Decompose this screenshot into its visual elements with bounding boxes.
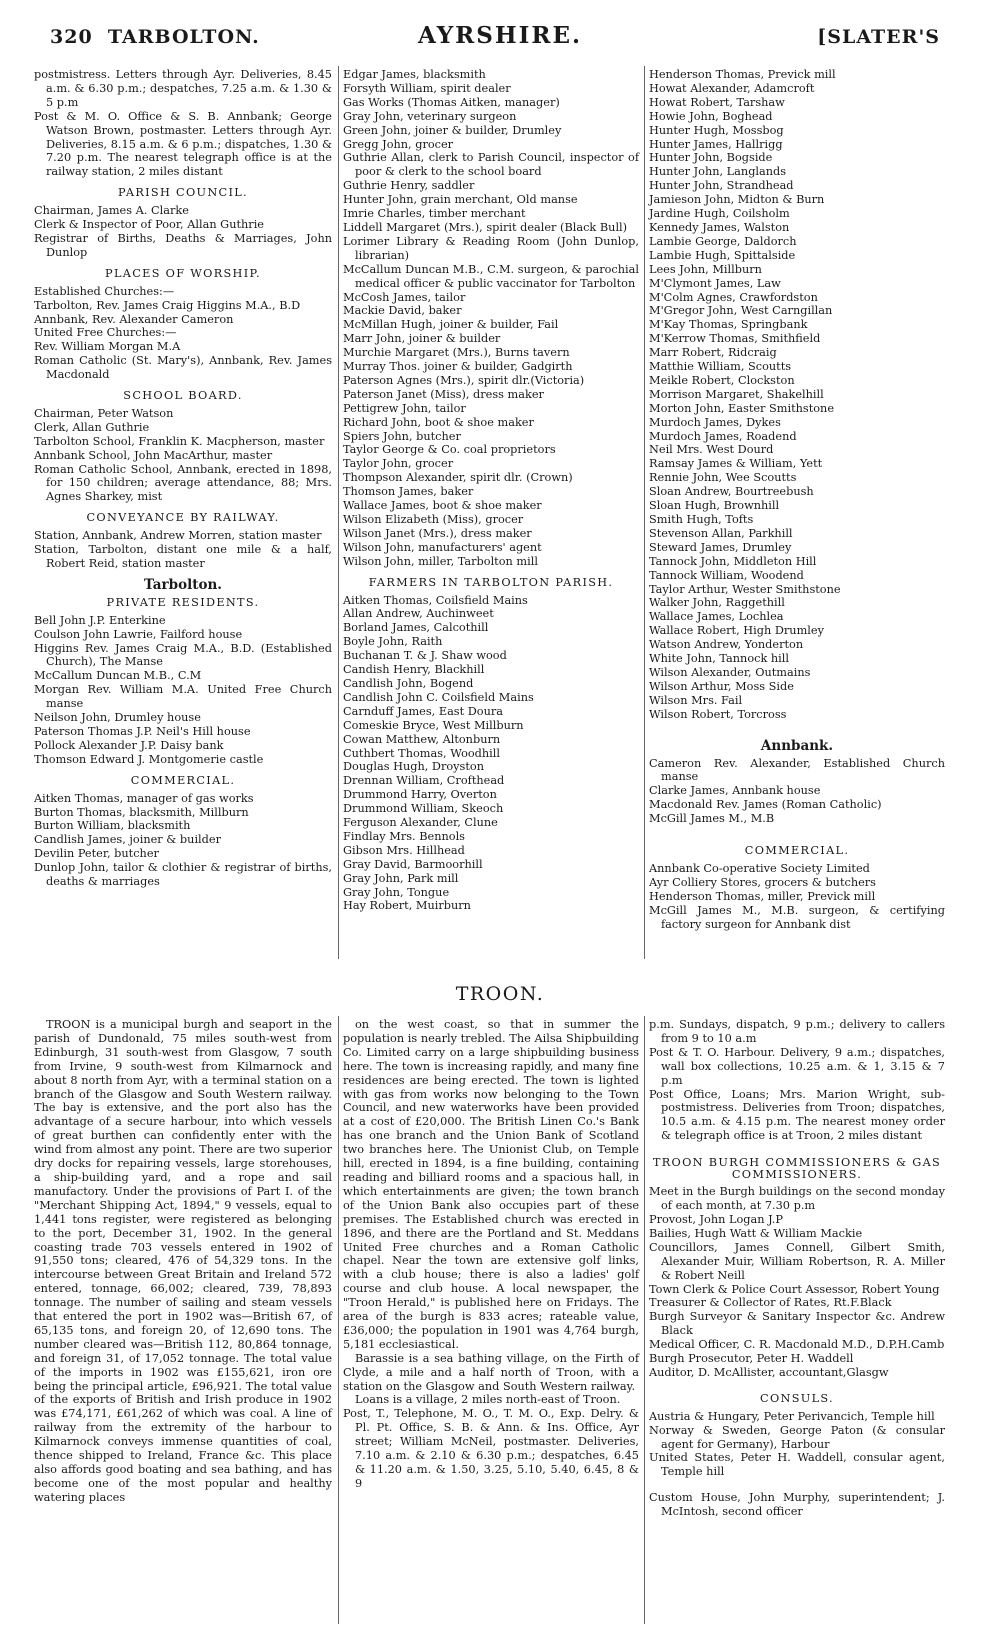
directory-entry: Mackie David, baker <box>343 304 462 318</box>
directory-entry: Gray John, veterinary surgeon <box>343 109 517 123</box>
directory-entry: Buchanan T. & J. Shaw wood <box>343 649 507 663</box>
directory-entry: Jardine Hugh, Coilsholm <box>649 207 790 221</box>
directory-entry: Drummond Harry, Overton <box>343 788 497 802</box>
directory-entry: Treasurer & Collector of Rates, Rt.F.Black <box>649 1296 892 1310</box>
directory-entry: Chairman, Peter Watson <box>34 406 174 420</box>
tarbolton-column-1 <box>34 68 332 889</box>
directory-entry: Candish Henry, Blackhill <box>343 663 485 677</box>
directory-entry: Cuthbert Thomas, Woodhill <box>343 746 501 760</box>
directory-entry: M'Colm Agnes, Crawfordston <box>649 290 818 304</box>
directory-entry: Wilson Elizabeth (Miss), grocer <box>343 513 524 526</box>
directory-entry: Guthrie Henry, saddler <box>343 179 475 193</box>
directory-entry: Taylor Arthur, Wester Smithstone <box>649 582 841 596</box>
directory-entry: Hunter John, grain merchant, Old manse <box>343 193 578 207</box>
directory-entry: Wilson Mrs. Fail <box>649 693 743 707</box>
directory-entry: Wallace James, Lochlea <box>649 610 784 624</box>
column-rule <box>338 1016 339 1624</box>
directory-entry: McCallum Duncan M.B., C.M <box>34 669 202 683</box>
directory-entry: Murchie Margaret (Mrs.), Burns tavern <box>343 346 570 360</box>
directory-entry: Candlish John, Bogend <box>343 676 474 690</box>
directory-entry: Wilson Janet (Mrs.), dress maker <box>343 526 532 540</box>
directory-entry: Morgan Rev. William M.A. United Free Church manse <box>34 683 332 711</box>
commercial-list-continued <box>343 68 639 569</box>
directory-entry: M'Gregor John, West Carngillan <box>649 304 833 318</box>
directory-entry: Kennedy James, Walston <box>649 220 790 234</box>
burgh-commissioners-list <box>649 1185 945 1380</box>
troon-paragraph: Loans is a village, 2 miles north-east of Troon. <box>355 1393 621 1407</box>
directory-entry: McCosh James, tailor <box>343 290 466 304</box>
directory-entry: M'Kerrow Thomas, Smithfield <box>649 332 821 346</box>
column-rule <box>338 66 339 959</box>
directory-entry: Clarke James, Annbank house <box>649 784 821 798</box>
private-residents-list <box>34 614 332 767</box>
directory-entry: White John, Tannock hill <box>649 652 790 666</box>
directory-entry: Spiers John, butcher <box>343 429 461 443</box>
directory-entry: Bailies, Hugh Watt & William Mackie <box>649 1226 863 1240</box>
directory-entry: Gregg John, grocer <box>343 137 454 151</box>
directory-entry: Annbank Co-operative Society Limited <box>649 861 870 875</box>
directory-entry: Taylor George & Co. coal proprietors <box>343 443 556 457</box>
directory-entry: Burton William, blacksmith <box>34 819 191 833</box>
troon-post-list <box>649 1018 945 1143</box>
column-rule <box>644 1016 645 1624</box>
directory-entry: Edgar James, blacksmith <box>343 68 486 81</box>
school-board-heading: SCHOOL BOARD. <box>123 389 243 403</box>
directory-entry: Medical Officer, C. R. Macdonald M.D., D.P.H.Camb <box>649 1338 945 1352</box>
directory-entry: Drummond William, Skeoch <box>343 802 504 816</box>
directory-entry: Dunlop John, tailor & clothier & registrar of births, deaths & marriages <box>34 861 332 889</box>
directory-entry: Imrie Charles, timber merchant <box>343 207 526 221</box>
directory-entry: Carnduff James, East Doura <box>343 704 503 718</box>
directory-entry: Provost, John Logan J.P <box>649 1212 783 1226</box>
directory-entry: United States, Peter H. Waddell, consular agent, Temple hill <box>649 1451 945 1479</box>
annbank-commercial-heading: COMMERCIAL. <box>744 844 850 858</box>
directory-entry: Richard John, boot & shoe maker <box>343 415 534 429</box>
directory-entry: Henderson Thomas, miller, Previck mill <box>649 889 876 903</box>
farmers-heading: FARMERS IN TARBOLTON PARISH. <box>368 575 614 589</box>
directory-entry: Burton Thomas, blacksmith, Millburn <box>34 805 249 819</box>
directory-entry: Lees John, Millburn <box>649 262 762 276</box>
places-of-worship-heading: PLACES OF WORSHIP. <box>105 266 261 280</box>
directory-entry: Smith Hugh, Tofts <box>649 513 754 526</box>
directory-entry: Aitken Thomas, manager of gas works <box>34 791 254 805</box>
directory-entry: Post & M. O. Office & S. B. Annbank; George Watson Brown, postmaster. Letters through Ayr. Deliveries, 8.15 a.m. & 6 p.m.; dispatches, 1.30 & 7.20 p.m. The nearest telegraph office is at the railway station, 2 miles distant <box>34 109 332 179</box>
directory-entry: Clerk, Allan Guthrie <box>34 420 150 434</box>
directory-entry: p.m. Sundays, dispatch, 9 p.m.; delivery to callers from 9 to 10 a.m <box>649 1018 945 1045</box>
troon-column-1 <box>34 1018 332 1505</box>
commercial-heading: COMMERCIAL. <box>130 773 236 787</box>
directory-entry: Annbank School, John MacArthur, master <box>34 448 273 462</box>
directory-entry: Ferguson Alexander, Clune <box>343 816 498 830</box>
directory-entry: Annbank, Rev. Alexander Cameron <box>34 312 234 326</box>
directory-entry: Roman Catholic School, Annbank, erected in 1898, for 150 children; average attendance, 88; Mrs. Agnes Sharkey, mist <box>34 462 332 504</box>
conveyance-heading: CONVEYANCE BY RAILWAY. <box>86 511 280 525</box>
directory-entry: Taylor John, grocer <box>343 457 454 471</box>
directory-entry: Lambie Hugh, Spittalside <box>649 248 796 262</box>
directory-entry: Town Clerk & Police Court Assessor, Robert Young <box>649 1282 940 1296</box>
directory-entry: Higgins Rev. James Craig M.A., B.D. (Established Church), The Manse <box>34 641 332 669</box>
parish-council-list <box>34 204 332 260</box>
directory-entry: Douglas Hugh, Droyston <box>343 760 484 774</box>
publisher-name: [SLATER'S <box>817 26 940 48</box>
directory-entry: Hay Robert, Muirburn <box>343 899 471 913</box>
directory-entry: McGill James M., M.B <box>649 812 775 826</box>
directory-entry: Clerk & Inspector of Poor, Allan Guthrie <box>34 218 264 232</box>
directory-entry: Pettigrew John, tailor <box>343 401 466 415</box>
directory-entry: Wallace Robert, High Drumley <box>649 624 824 638</box>
burgh-commissioners-heading: TROON BURGH COMMISSIONERS & GAS COMMISSIONERS. <box>652 1156 942 1182</box>
directory-entry: Allan Andrew, Auchinweet <box>343 607 494 621</box>
directory-entry: Auditor, D. McAllister, accountant,Glasgw <box>649 1365 889 1379</box>
directory-entry: Guthrie Allan, clerk to Parish Council, inspector of poor & clerk to the school board <box>343 151 639 179</box>
directory-entry: Hunter James, Hallrigg <box>649 137 783 151</box>
consuls-heading: CONSULS. <box>760 1391 834 1405</box>
troon-paragraphs <box>343 1018 639 1407</box>
directory-entry: M'Clymont James, Law <box>649 276 781 290</box>
directory-entry: Forsyth William, spirit dealer <box>343 81 511 95</box>
directory-entry: Wilson John, manufacturers' agent <box>343 540 542 554</box>
directory-entry: Meikle Robert, Clockston <box>649 373 795 387</box>
directory-entry: Sloan Hugh, Brownhill <box>649 499 780 513</box>
consuls-list <box>649 1410 945 1480</box>
directory-entry: McMillan Hugh, joiner & builder, Fail <box>343 318 559 332</box>
directory-entry: postmistress. Letters through Ayr. Deliveries, 8.45 a.m. & 6.30 p.m.; despatches, 7.25 a.m. & 1.30 & 5 p.m <box>34 68 332 109</box>
directory-entry: Watson Andrew, Yonderton <box>649 638 804 652</box>
directory-entry: Gas Works (Thomas Aitken, manager) <box>343 95 560 109</box>
directory-entry: Candlish James, joiner & builder <box>34 833 221 847</box>
directory-entry: Murdoch James, Dykes <box>649 415 781 429</box>
farmers-list <box>343 594 639 914</box>
troon-column-3 <box>649 1018 945 1519</box>
tarbolton-heading: Tarbolton. <box>144 576 222 593</box>
troon-heading: TROON. <box>455 983 545 1005</box>
parish-council-heading: PARISH COUNCIL. <box>118 186 248 200</box>
directory-entry: Steward James, Drumley <box>649 540 792 554</box>
directory-entry: Post Office, Loans; Mrs. Marion Wright, sub-postmistress. Deliveries from Troon; dispatches, 10.5 a.m. & 4.15 p.m. The nearest money order & telegraph office is at Troon, 2 miles distant <box>649 1087 945 1143</box>
directory-entry: Paterson Agnes (Mrs.), spirit dlr.(Victoria) <box>343 373 585 387</box>
directory-entry: Tarbolton School, Franklin K. Macpherson, master <box>34 434 325 448</box>
annbank-residents-list <box>649 757 945 827</box>
directory-entry: Wilson Alexander, Outmains <box>649 665 811 679</box>
directory-entry: McGill James M., M.B. surgeon, & certifying factory surgeon for Annbank dist <box>649 903 945 931</box>
directory-entry: Rennie John, Wee Scoutts <box>649 471 797 485</box>
school-board-list <box>34 407 332 504</box>
directory-entry: Sloan Andrew, Bourtreebush <box>649 485 814 499</box>
directory-entry: Station, Tarbolton, distant one mile & a half, Robert Reid, station master <box>34 543 332 570</box>
directory-entry: Lambie George, Daldorch <box>649 234 797 248</box>
tarbolton-column-2 <box>343 68 639 913</box>
directory-entry: Gray David, Barmoorhill <box>343 857 483 871</box>
directory-entry: Boyle John, Raith <box>343 635 443 649</box>
directory-entry: Liddell Margaret (Mrs.), spirit dealer (Black Bull) <box>343 220 628 234</box>
troon-paragraph: on the west coast, so that in summer the population is nearly trebled. The Ailsa Shipbuilding Co. Limited carry on a large shipbuilding business here. The town is increasing rapidly, and many fine residences are being erected. The town is lighted with gas from works now belonging to the Town Council, and new waterworks have been provided at a cost of £20,000. The British Linen Co.'s Bank has one branch and the Union Bank of Scotland two branches here. The Unionist Club, on Temple hill, erected in 1894, is a fine building, containing reading and billiard rooms and a spacious hall, in which entertainments are given; the town branch of the Union Bank also occupies part of these premises. The Established church was erected in 1896, and there are the Portland and St. Meddans United Free churches and a Roman Catholic chapel. Near the town are extensive golf links, with a club house; there is also a ladies' golf course and club house. A local newspaper, the "Troon Herald," is published here on Fridays. The area of the burgh is 833 acres; rateable value, £36,000; the population in 1901 was 4,764 burgh, 5,181 ecclesiastical. <box>343 1018 639 1351</box>
directory-entry: Drennan William, Crofthead <box>343 774 505 788</box>
directory-entry: Hunter Hugh, Mossbog <box>649 123 784 137</box>
directory-entry: Findlay Mrs. Bennols <box>343 829 465 843</box>
directory-entry: Marr John, joiner & builder <box>343 332 501 346</box>
directory-entry: Ayr Colliery Stores, grocers & butchers <box>649 875 876 889</box>
directory-entry: Rev. William Morgan M.A <box>34 340 181 354</box>
directory-entry: Green John, joiner & builder, Drumley <box>343 123 562 137</box>
directory-entry: Burgh Prosecutor, Peter H. Waddell <box>649 1352 854 1366</box>
directory-entry: Wilson Arthur, Moss Side <box>649 679 794 693</box>
directory-entry: Gray John, Tongue <box>343 885 450 899</box>
page-number: 320 TARBOLTON. <box>50 26 260 48</box>
directory-entry: Henderson Thomas, Previck mill <box>649 68 836 81</box>
directory-entry: Candlish John C. Coilsfield Mains <box>343 690 534 704</box>
directory-entry: Jamieson John, Midton & Burn <box>649 193 825 207</box>
directory-entry: Howat Robert, Tarshaw <box>649 95 785 109</box>
directory-entry: Station, Annbank, Andrew Morren, station master <box>34 529 322 543</box>
directory-entry: Coulson John Lawrie, Failford house <box>34 627 243 641</box>
annbank-heading: Annbank. <box>760 737 834 754</box>
directory-entry: Wallace James, boot & shoe maker <box>343 499 542 513</box>
troon-paragraph: Barassie is a sea bathing village, on the Firth of Clyde, a mile and a half north of Troon, with a station on the Glasgow and South Western railway. <box>343 1351 639 1393</box>
commercial-list <box>34 792 332 889</box>
directory-entry: Paterson Thomas J.P. Neil's Hill house <box>34 724 251 738</box>
directory-entry: Marr Robert, Ridcraig <box>649 346 777 360</box>
directory-entry: Cowan Matthew, Altonburn <box>343 732 501 746</box>
directory-entry: Howie John, Boghead <box>649 109 773 123</box>
directory-entry: Meet in the Burgh buildings on the second monday of each month, at 7.30 p.m <box>649 1185 945 1213</box>
directory-entry: McCallum Duncan M.B., C.M. surgeon, & parochial medical officer & public vaccinator for Tarbolton <box>343 262 639 290</box>
directory-entry: Post & T. O. Harbour. Delivery, 9 a.m.; dispatches, wall box collections, 10.25 a.m. & 1, 3.15 & 7 p.m <box>649 1045 945 1087</box>
directory-entry: Hunter John, Bogside <box>649 151 773 165</box>
directory-entry: Lorimer Library & Reading Room (John Dunlop, librarian) <box>343 234 639 262</box>
directory-entry: Morton John, Easter Smithstone <box>649 401 835 415</box>
directory-entry: Thomson James, baker <box>343 485 474 499</box>
column-rule <box>644 66 645 959</box>
directory-entry: Pollock Alexander J.P. Daisy bank <box>34 738 224 752</box>
custom-house-entry: Custom House, John Murphy, superintendent; J. McIntosh, second officer <box>649 1491 945 1519</box>
directory-entry: Gibson Mrs. Hillhead <box>343 843 465 857</box>
directory-entry: Aitken Thomas, Coilsfield Mains <box>343 593 528 607</box>
directory-entry: Bell John J.P. Enterkine <box>34 613 166 627</box>
directory-entry: Walker John, Raggethill <box>649 596 785 610</box>
directory-entry: Cameron Rev. Alexander, Established Church manse <box>649 756 945 784</box>
tarbolton-column-3 <box>649 68 945 931</box>
county-title: AYRSHIRE. <box>418 22 582 49</box>
directory-entry: Tarbolton, Rev. James Craig Higgins M.A., B.D <box>34 298 301 312</box>
directory-entry: Matthie William, Scoutts <box>649 360 792 374</box>
directory-entry: Neil Mrs. West Dourd <box>649 443 774 457</box>
directory-entry: Paterson Janet (Miss), dress maker <box>343 387 544 401</box>
troon-column-2 <box>343 1018 639 1491</box>
directory-entry: Murdoch James, Roadend <box>649 429 797 443</box>
directory-entry: Registrar of Births, Deaths & Marriages, John Dunlop <box>34 231 332 259</box>
directory-entry: United Free Churches:— <box>34 326 177 340</box>
page-header <box>0 20 1000 60</box>
conveyance-list <box>34 529 332 571</box>
directory-entry: Norway & Sweden, George Paton (& consular agent for Germany), Harbour <box>649 1423 945 1451</box>
directory-entry: Wilson John, miller, Tarbolton mill <box>343 554 538 568</box>
directory-entry: Councillors, James Connell, Gilbert Smith, Alexander Muir, William Robertson, R. A. Miller & Robert Neill <box>649 1240 945 1282</box>
directory-entry: Stevenson Allan, Parkhill <box>649 526 793 540</box>
directory-entry: Burgh Surveyor & Sanitary Inspector &c. Andrew Black <box>649 1310 945 1338</box>
directory-entry: Macdonald Rev. James (Roman Catholic) <box>649 798 882 812</box>
directory-entry: Hunter John, Langlands <box>649 165 787 179</box>
directory-entry: Comeskie Bryce, West Millburn <box>343 718 524 732</box>
directory-entry: Howat Alexander, Adamcroft <box>649 81 815 95</box>
directory-entry: Established Churches:— <box>34 284 175 298</box>
directory-entry: Borland James, Calcothill <box>343 621 489 635</box>
directory-entry: Neilson John, Drumley house <box>34 711 201 725</box>
directory-entry: Ramsay James & William, Yett <box>649 457 823 471</box>
directory-entry: Thomson Edward J. Montgomerie castle <box>34 752 264 766</box>
directory-entry: Murray Thos. joiner & builder, Gadgirth <box>343 360 573 374</box>
directory-entry: Wilson Robert, Torcross <box>649 707 787 721</box>
troon-post-office: Post, T., Telephone, M. O., T. M. O., Exp. Delry. & Pl. Pt. Office, S. B. & Ann. & Ins. Office, Ayr street; William McNeil, postmaster. Deliveries, 7.10 a.m. & 2.10 & 6.30 p.m.; despatches, 6.45 & 11.20 a.m. & 1.50, 3.25, 5.10, 5.40, 6.45, 8 & 9 <box>343 1407 639 1490</box>
troon-description: TROON is a municipal burgh and seaport in the parish of Dundonald, 75 miles south-west from Edinburgh, 31 south-west from Glasgow, 7 south from Irvine, 9 south-west from Kilmarnock and about 8 north from Ayr, with a terminal station on a branch of the Glasgow and South Western railway. The bay is extensive, and the port also has the advantage of a secure harbour, into which vessels of great burthen can confidently enter with the wind from almost any point. There are two superior dry docks for repairing vessels, large storehouses, a ship-building yard, and a rope and sail manufactory. Under the provisions of Part I. of the "Merchant Shipping Act, 1894," 9 vessels, equal to 1,441 tons register, were registered as belonging to the port, December 31, 1902. In the general coasting trade 703 vessels entered in 1902 of 91,550 tons; cleared, 476 of 54,329 tons. In the intercourse between Great Britain and Ireland 572 entered, tonnage, 66,002; cleared, 739, 78,893 tonnage. The number of sailing and steam vessels that entered the port in 1902 was—British 67, of 65,135 tons, and foreign 20, of 12,690 tons. The number cleared was—British 112, 80,864 tonnage, and foreign 31, of 17,052 tonnage. The total value of the imports in 1902 was £155,621, iron ore being the principal article, £96,921. The total value of the exports of British and Irish produce in 1902 was £74,171, £61,262 of which was coal. A line of railway from the extremity of the harbour to Kilmarnock conveys immense quantities of coal, thence shipped to Ireland, France &c. This place also affords good boating and sea bathing, and has become one of the most popular and healthy watering places <box>34 1018 332 1504</box>
annbank-commercial-list <box>649 862 945 932</box>
directory-entry: Tannock William, Woodend <box>649 568 804 582</box>
directory-entry: Gray John, Park mill <box>343 871 459 885</box>
col1-intro <box>34 68 332 179</box>
directory-entry: Hunter John, Strandhead <box>649 179 794 193</box>
farmers-list-continued <box>649 68 945 722</box>
directory-entry: Chairman, James A. Clarke <box>34 204 189 218</box>
directory-entry: Roman Catholic (St. Mary's), Annbank, Rev. James Macdonald <box>34 354 332 382</box>
directory-entry: Thompson Alexander, spirit dlr. (Crown) <box>343 471 573 485</box>
directory-entry: Tannock John, Middleton Hill <box>649 554 817 568</box>
directory-entry: Austria & Hungary, Peter Perivancich, Temple hill <box>649 1409 935 1423</box>
directory-entry: Morrison Margaret, Shakelhill <box>649 387 824 401</box>
private-residents-heading: PRIVATE RESIDENTS. <box>106 595 260 609</box>
directory-entry: M'Kay Thomas, Springbank <box>649 318 808 332</box>
places-of-worship-list <box>34 285 332 382</box>
directory-entry: Devilin Peter, butcher <box>34 847 159 861</box>
